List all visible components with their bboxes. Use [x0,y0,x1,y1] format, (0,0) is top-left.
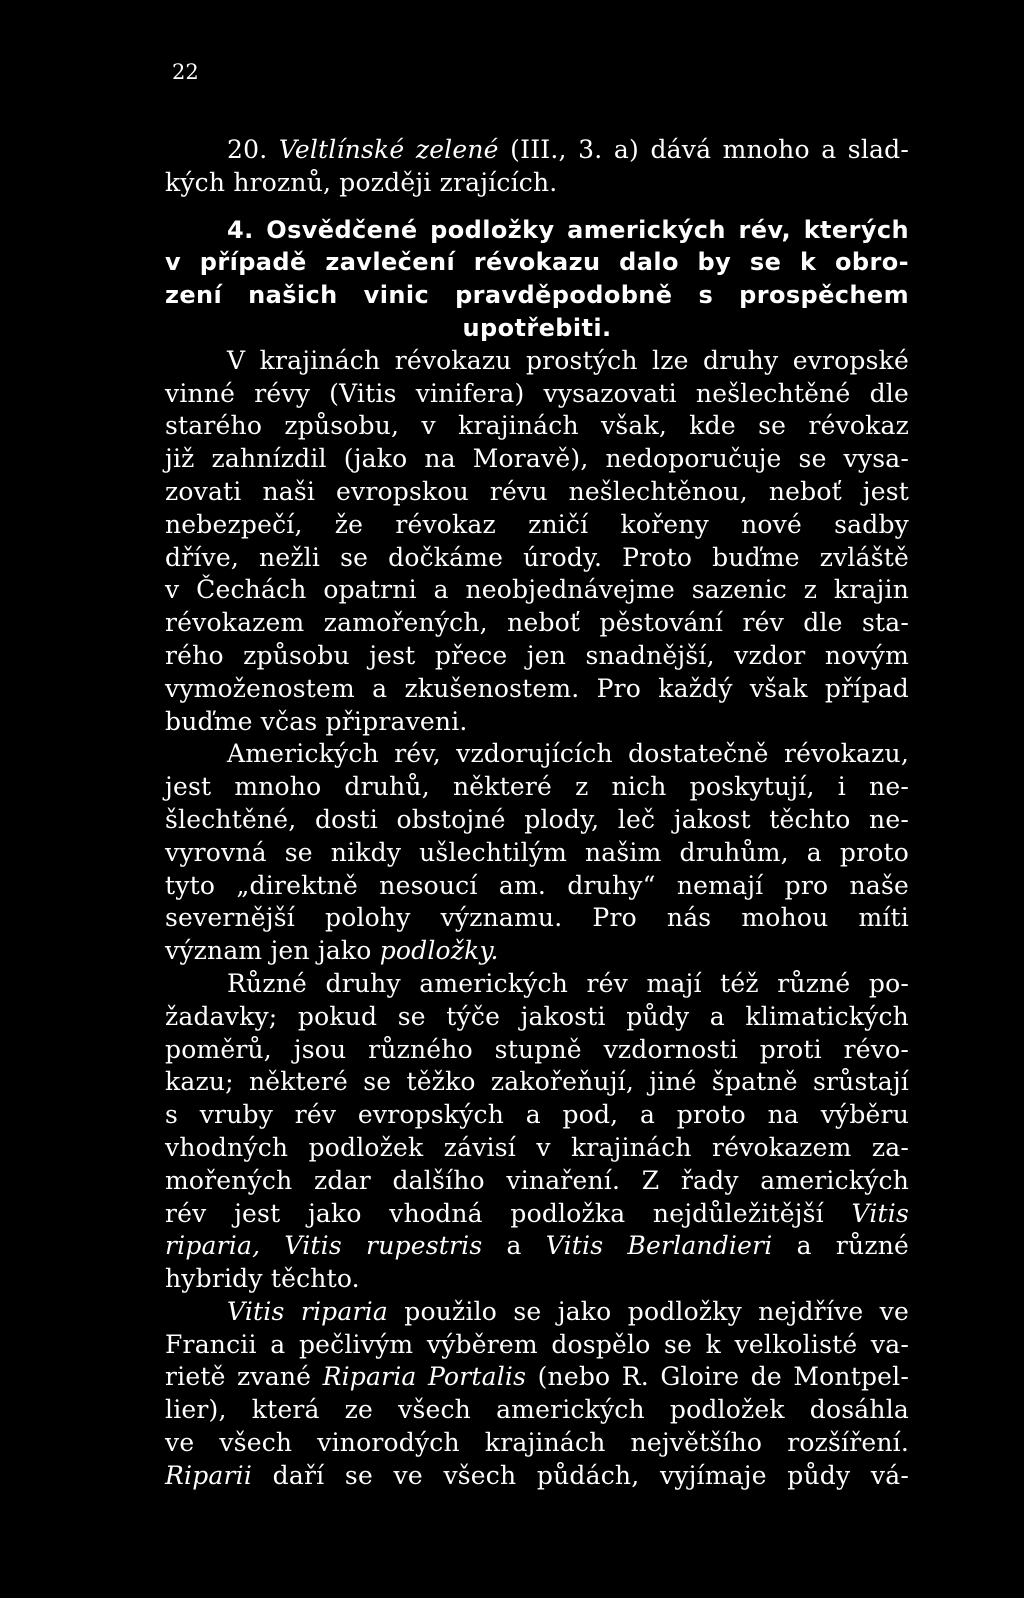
paragraph-line: buďme včas připraveni. [165,706,468,736]
paragraph-line: tyto „direktně nesoucí am. druhy“ nemají pro naše [165,870,909,900]
paragraph-line [165,935,909,968]
paragraph-line: zovati naši evropskou révu nešlechtěnou, neboť jest [165,476,909,506]
paragraph-1 [165,345,909,739]
paragraph-line [165,1460,909,1493]
paragraph-line: šlechtěné, dosti obstojné plody, leč jakost těchto ne- [165,804,909,834]
paragraph-line: kazu; některé se těžko zakořeňují, jiné špatně srůstají [165,1067,909,1097]
paragraph-line: poměrů, jsou různého stupně vzdornosti proti révo- [165,1034,909,1064]
paragraph-line: v Čechách opatrni a neobjednávejme sazenic z krajin [165,575,909,605]
paragraph-text: a různé [796,1231,909,1261]
paragraph-line: severnější polohy významu. Pro nás mohou míti [165,903,909,933]
item-20-number: 20. [227,135,268,164]
paragraph-text: rietě zvané [165,1362,312,1392]
italic-term: Vitis Berlandieri [545,1231,773,1261]
heading-line-4: upotřebiti. [462,313,612,342]
variety-name: Veltlínské zelené [278,135,499,164]
paragraph-line: ve všech vinorodých krajinách největšího rozšíření. [165,1428,909,1458]
item-20-rest: (III., 3. a) dává mnoho a slad- [510,135,909,164]
italic-term: Vitis riparia [227,1296,388,1326]
paragraph-line: V krajinách révokazu prostých lze druhy evropské [227,345,909,375]
paragraph-4 [165,1296,909,1493]
paragraph-line: jest mnoho druhů, některé z nich poskytují, i ne- [165,772,909,802]
paragraph-text: použilo se jako podložky nejdříve ve [404,1296,909,1326]
paragraph-line [165,1198,909,1231]
paragraph-line: révokazem zamořených, neboť pěstování rév dle sta- [165,608,909,638]
paragraph-line: mořených zdar dalšího vinaření. Z řady amerických [165,1165,909,1195]
item-20-line-1 [165,134,909,167]
paragraph-line: dříve, nežli se dočkáme úrody. Proto buďme zvláště [165,542,909,572]
italic-term: riparia, [165,1231,261,1261]
paragraph-line: s vruby rév evropských a pod, a proto na výběru [165,1100,909,1130]
paragraph-line: starého způsobu, v krajinách však, kde se révokaz [165,411,909,441]
section-gap [165,200,909,214]
page-text [165,134,909,1493]
paragraph-line [165,1230,909,1263]
paragraph-text: (nebo R. Gloire de Montpel- [537,1362,909,1392]
paragraph-text: daří se ve všech půdách, vyjímaje půdy vá- [272,1460,909,1490]
paragraph-line: vymoženostem a zkušenostem. Pro každý však případ [165,673,909,703]
paragraph-line: hybridy těchto. [165,1264,360,1294]
page-number: 22 [172,60,199,84]
italic-term: Vitis rupestris [284,1231,483,1261]
heading-line-3: zení našich vinic pravděpodobně s prospěchem [165,281,909,310]
paragraph-text: a [506,1231,522,1261]
italic-term: Riparii [165,1460,253,1490]
paragraph-line [165,1361,909,1394]
paragraph-line: Různé druhy amerických rév mají též různé po- [227,968,909,998]
heading-line-2: v případě zavlečení révokazu dalo by se k obro- [165,248,909,277]
paragraph-line: nebezpečí, že révokaz zničí kořeny nové sadby [165,509,909,539]
italic-term: Vitis [851,1198,909,1228]
paragraph-line: Francii a pečlivým výběrem dospělo se k velkolisté va- [165,1329,909,1359]
paragraph-3 [165,968,909,1296]
paragraph-line: vinné révy (Vitis vinifera) vysazovati nešlechtěné dle [165,378,909,408]
paragraph-line: lier), která ze všech amerických podložek dosáhla [165,1395,909,1425]
paragraph-line [165,1296,909,1329]
paragraph-text: rév jest jako vhodná podložka nejdůležitější [165,1198,824,1228]
item-20-line-2: kých hroznů, později zrajících. [165,167,558,197]
paragraph-line: již zahnízdil (jako na Moravě), nedoporučuje se vysa- [165,444,909,474]
heading-line-1: 4. Osvědčené podložky amerických rév, kterých [227,215,909,244]
paragraph-line: vyrovná se nikdy ušlechtilým našim druhům, a proto [165,837,909,867]
italic-term: podložky. [379,936,499,966]
paragraph-line: vhodných podložek závisí v krajinách révokazem za- [165,1132,909,1162]
section-heading [165,214,909,345]
paragraph-text: význam jen jako [165,936,372,966]
italic-term: Riparia Portalis [322,1362,527,1392]
paragraph-line: žadavky; pokud se týče jakosti půdy a klimatických [165,1001,909,1031]
paragraph-line: rého způsobu jest přece jen snadnější, vzdor novým [165,640,909,670]
paragraph-2 [165,738,909,968]
paragraph-line: Amerických rév, vzdorujících dostatečně révokazu, [227,739,909,769]
